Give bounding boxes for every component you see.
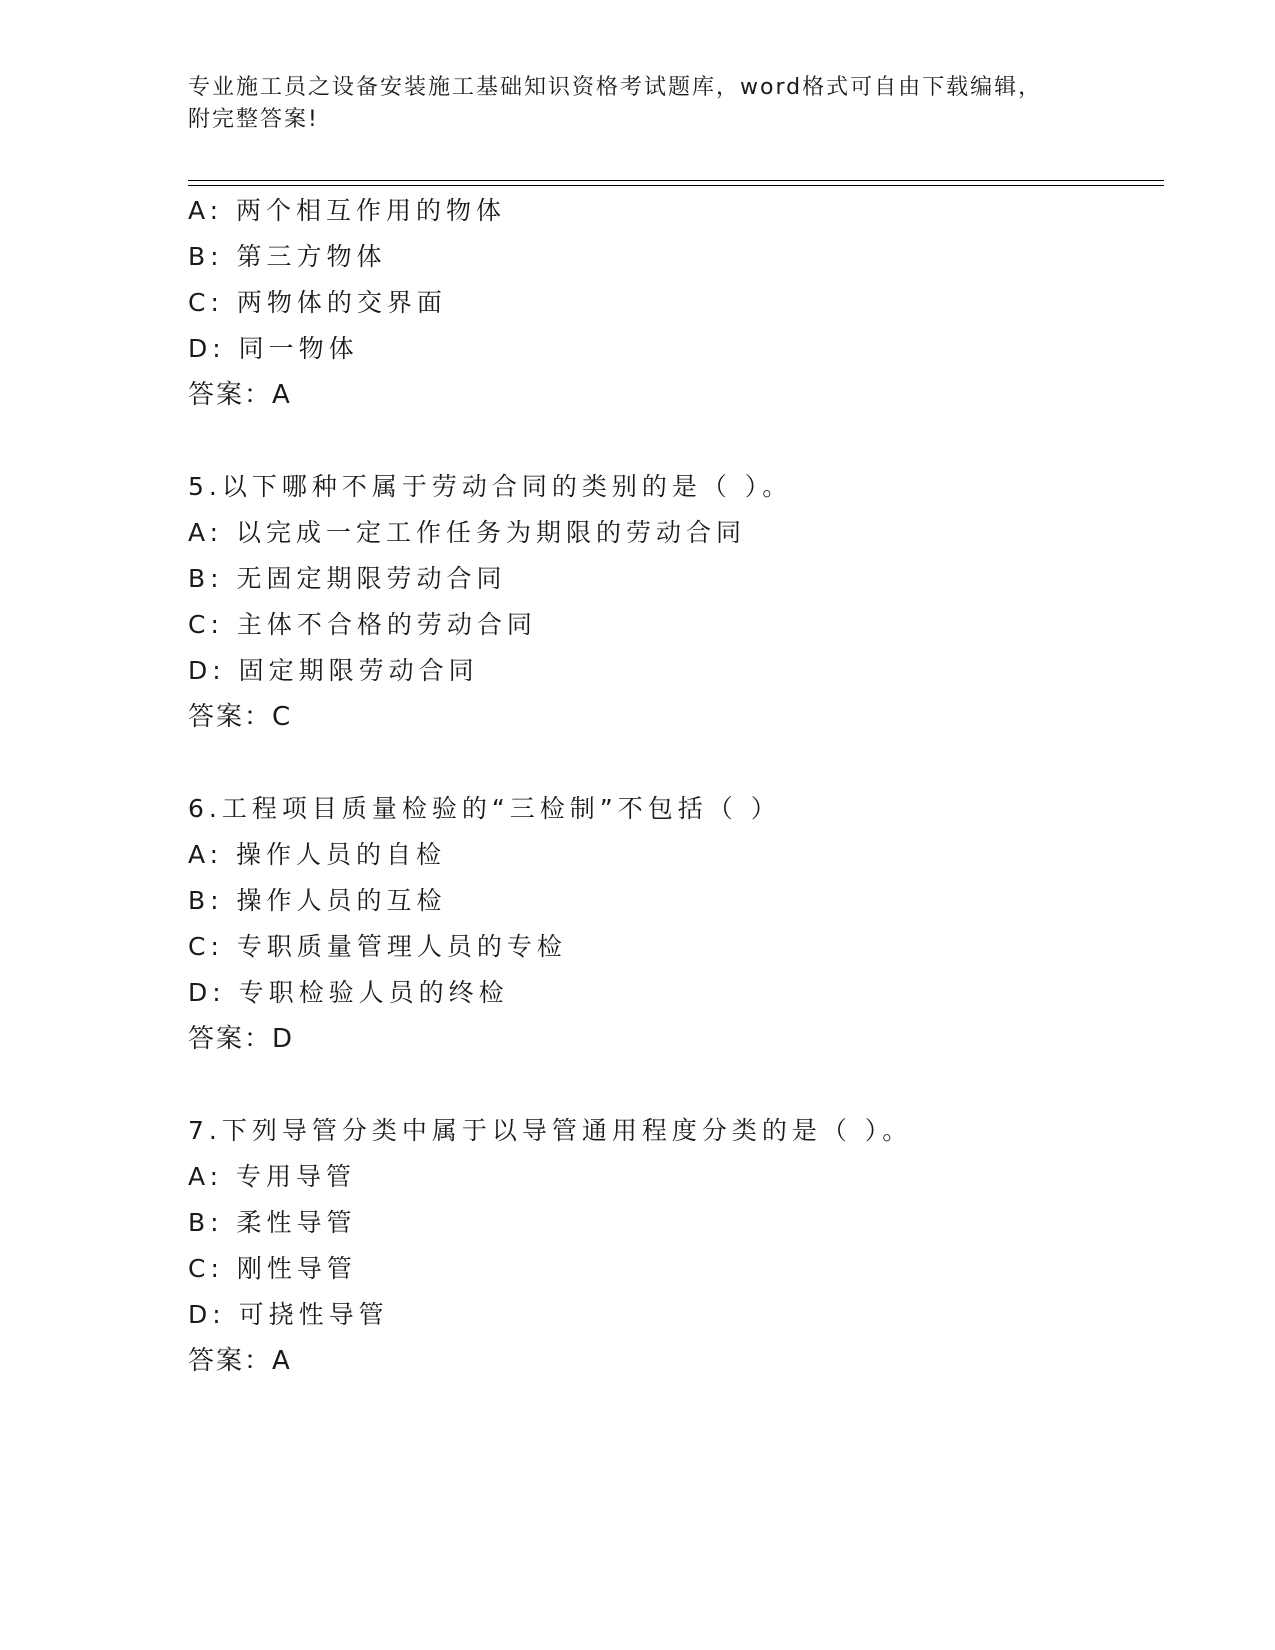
question-stem: 6.工程项目质量检验的“三检制”不包括（ ）	[188, 794, 781, 823]
spacer	[188, 740, 1164, 786]
option-a: A: 操作人员的自检	[188, 840, 447, 869]
option-b: B: 无固定期限劳动合同	[188, 564, 507, 593]
header-line-1: 专业施工员之设备安装施工基础知识资格考试题库，word格式可自由下载编辑，	[188, 75, 1043, 100]
option-a: A: 两个相互作用的物体	[188, 196, 507, 225]
option-b: B: 操作人员的互检	[188, 886, 447, 915]
question-block-6	[188, 786, 1164, 1062]
option-d: D: 同一物体	[188, 334, 359, 363]
option-c: C: 刚性导管	[188, 1254, 357, 1283]
header-line-2: 附完整答案!	[188, 107, 319, 132]
option-c: C: 主体不合格的劳动合同	[188, 610, 537, 639]
answer-line: 答案：A	[188, 380, 292, 410]
document-header	[188, 72, 1068, 136]
question-stem: 5.以下哪种不属于劳动合同的类别的是（ ）。	[188, 472, 793, 501]
answer-line: 答案：C	[188, 702, 293, 732]
question-list	[188, 188, 1164, 1384]
option-d: D: 固定期限劳动合同	[188, 656, 479, 685]
option-c: C: 专职质量管理人员的专检	[188, 932, 567, 961]
question-block-5	[188, 464, 1164, 740]
option-d: D: 专职检验人员的终检	[188, 978, 509, 1007]
answer-line: 答案：A	[188, 1346, 292, 1376]
question-block-7	[188, 1108, 1164, 1384]
option-b: B: 第三方物体	[188, 242, 387, 271]
option-c: C: 两物体的交界面	[188, 288, 447, 317]
option-d: D: 可挠性导管	[188, 1300, 389, 1329]
header-divider	[188, 180, 1164, 186]
question-block-partial	[188, 188, 1164, 418]
spacer	[188, 1062, 1164, 1108]
option-a: A: 专用导管	[188, 1162, 357, 1191]
question-stem: 7.下列导管分类中属于以导管通用程度分类的是（ ）。	[188, 1116, 913, 1145]
option-a: A: 以完成一定工作任务为期限的劳动合同	[188, 518, 747, 547]
spacer	[188, 418, 1164, 464]
option-b: B: 柔性导管	[188, 1208, 357, 1237]
answer-line: 答案：D	[188, 1024, 295, 1054]
